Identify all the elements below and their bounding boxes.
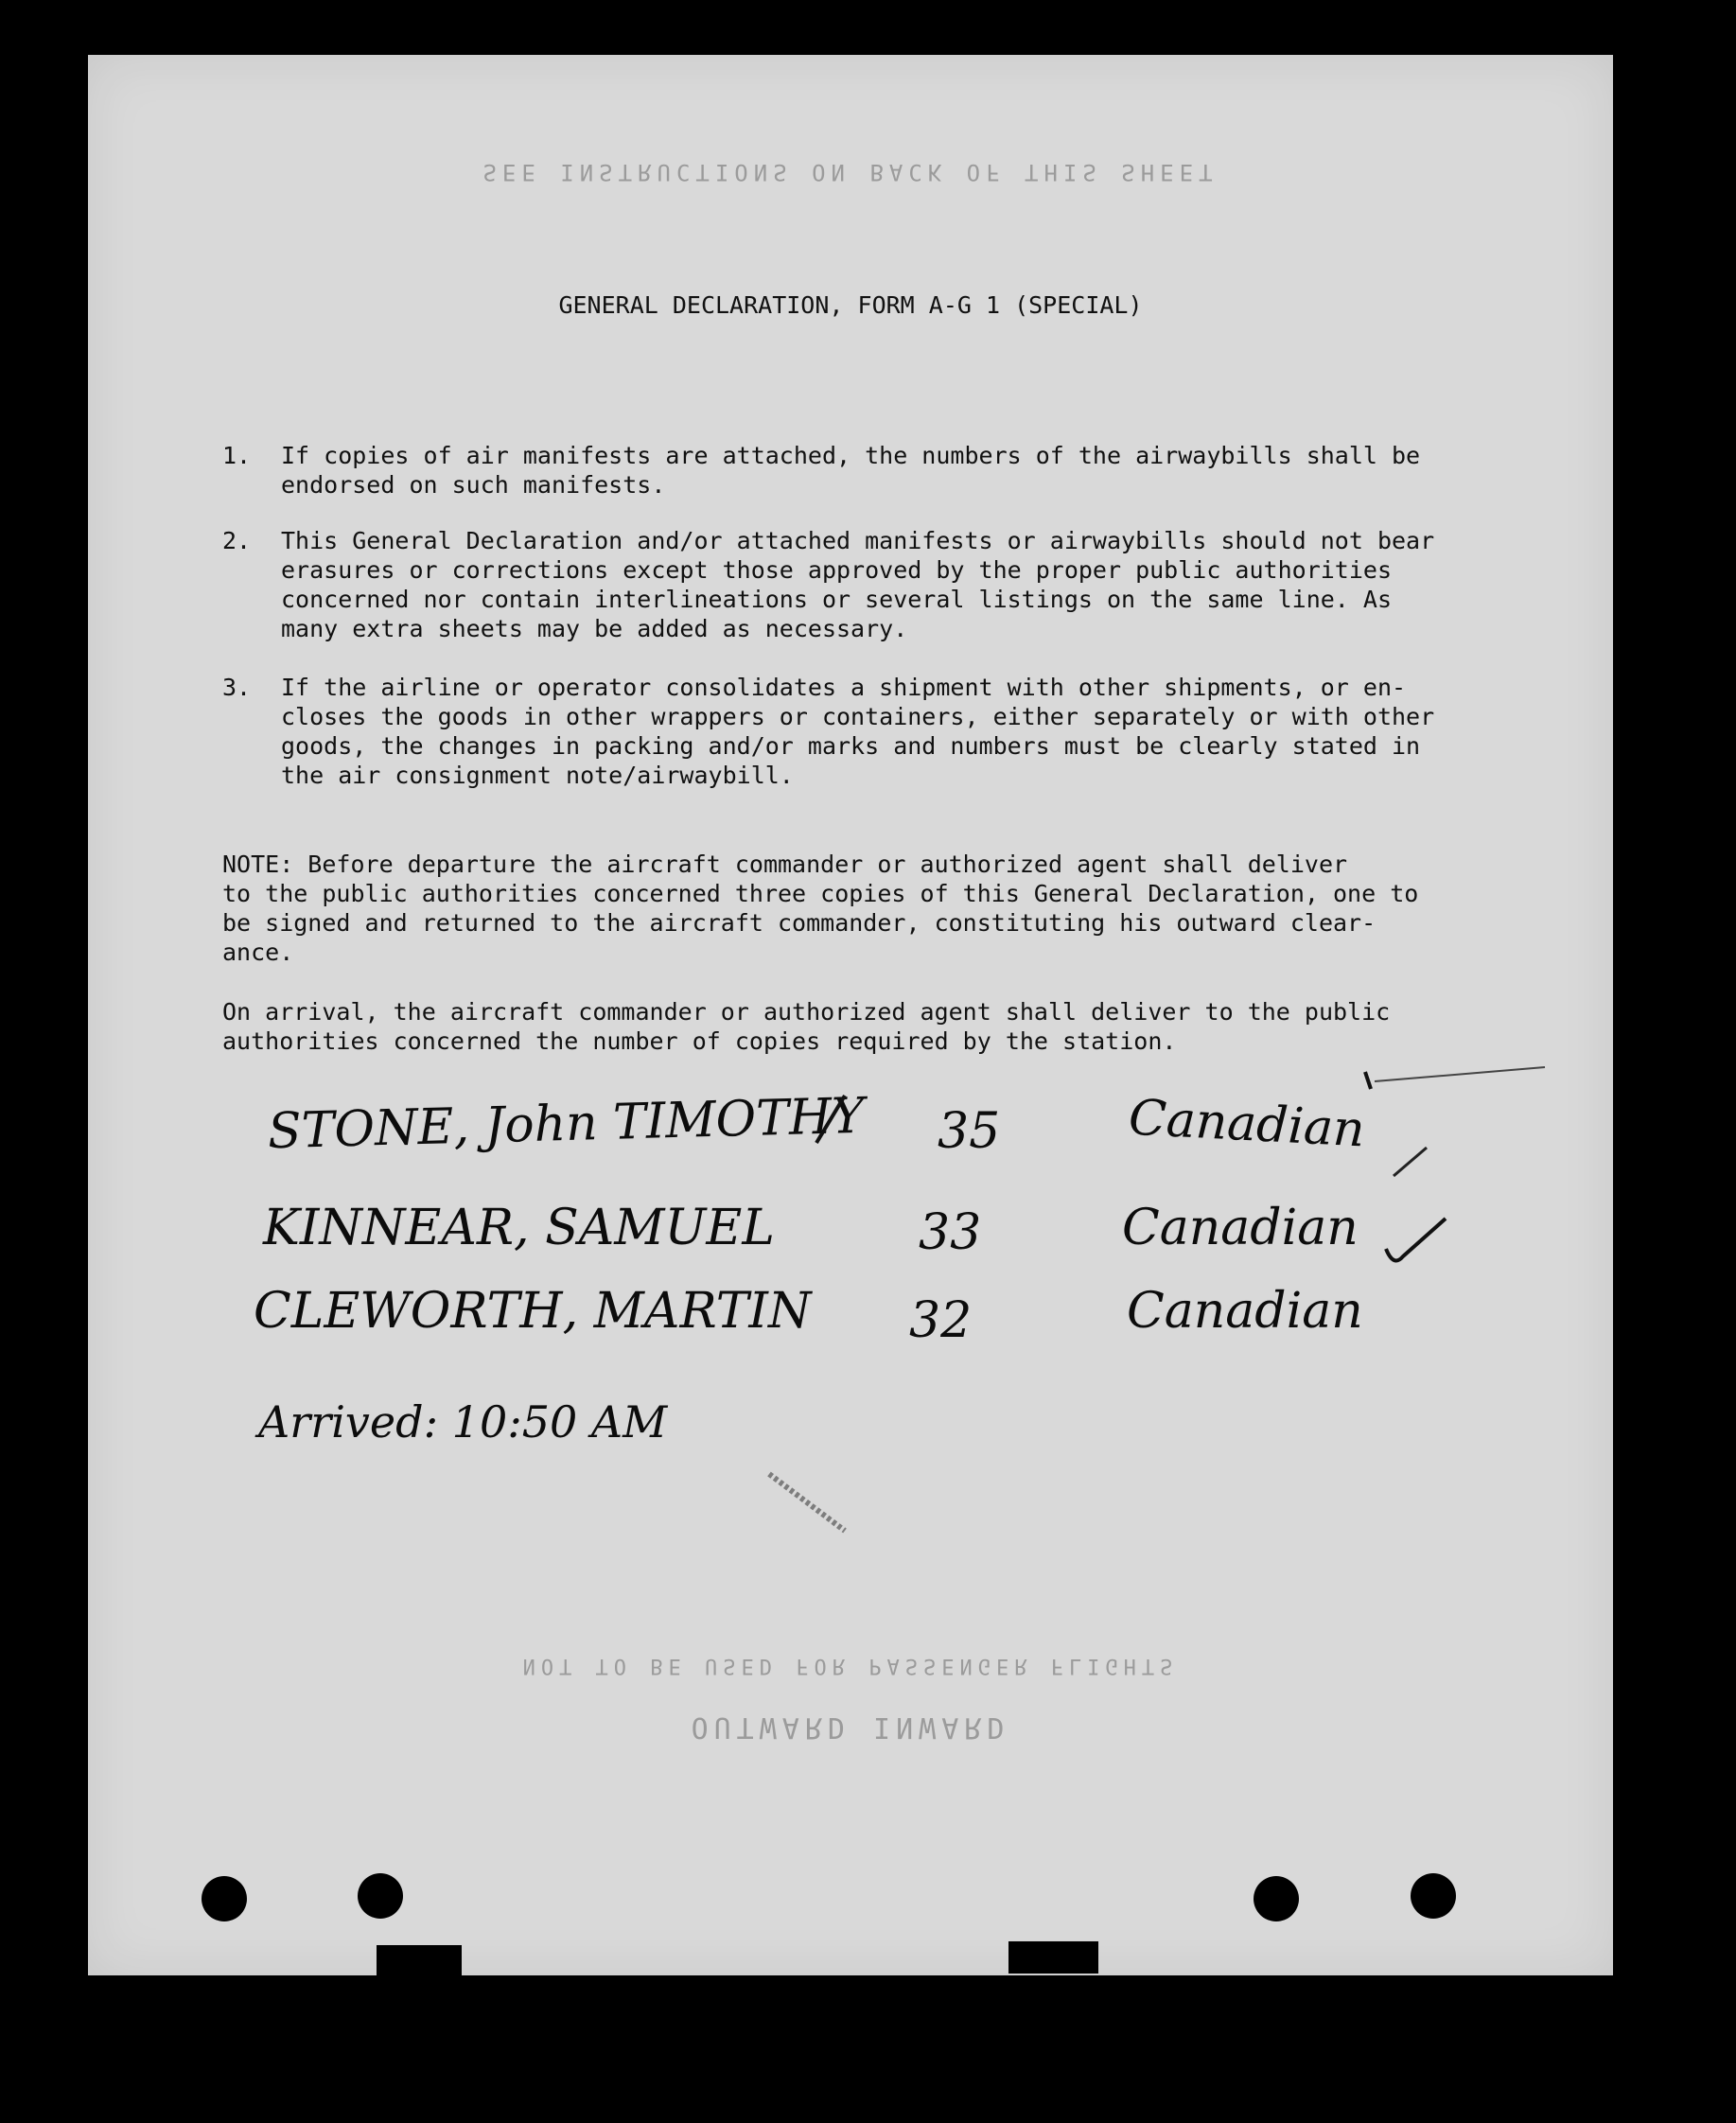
form-title: GENERAL DECLARATION, FORM A-G 1 (SPECIAL) [558, 291, 1143, 319]
passenger-nationality: Canadian [1122, 1200, 1359, 1256]
item-line: the air consignment note/airwaybill. [281, 762, 794, 789]
note-line: ance. [222, 939, 294, 966]
arrival-time-note: Arrived: 10:50 AM [258, 1396, 668, 1448]
item-line: This General Declaration and/or attached manifests or airwaybills should not bear [281, 527, 1435, 554]
note-line: to the public authorities concerned three copies of this General Declaration, one to [222, 880, 1419, 907]
item-line: concerned nor contain interlineations or several listings on the same line. As [281, 586, 1392, 613]
punch-hole [1254, 1876, 1299, 1921]
bleed-through-lower-1: NOT TO BE USED FOR PASSENGER FLIGHTS [522, 1654, 1179, 1677]
bleed-through-header: SEE INSTRUCTIONS ON BACK OF THIS SHEET [482, 159, 1219, 185]
document-sheet [88, 55, 1613, 1975]
note-line: NOTE: Before departure the aircraft commander or authorized agent shall deliver [222, 851, 1348, 878]
note-line: be signed and returned to the aircraft commander, constituting his outward clear- [222, 909, 1377, 937]
punch-hole [1411, 1873, 1456, 1919]
check-mark-icon [1394, 1148, 1427, 1176]
item-line: many extra sheets may be added as necessary. [281, 615, 908, 642]
item-line: erasures or corrections except those approved by the proper public authorities [281, 556, 1392, 584]
strike-mark [816, 1096, 845, 1143]
item-line: If the airline or operator consolidates a shipment with other shipments, or en- [281, 674, 1407, 701]
item-number: 2. [222, 527, 252, 554]
pencil-line [1375, 1067, 1545, 1081]
punch-hole [358, 1873, 403, 1919]
item-number: 3. [222, 674, 252, 701]
item-number: 1. [222, 442, 252, 469]
passenger-name: CLEWORTH, MARTIN [254, 1283, 812, 1340]
check-mark-icon [1386, 1219, 1446, 1261]
binder-tab [377, 1945, 462, 1977]
bleed-through-lower-2: OUTWARD INWARD [691, 1711, 1010, 1744]
pen-marks [88, 55, 1613, 1975]
item-line: endorsed on such manifests. [281, 471, 666, 499]
binder-tab [1008, 1941, 1098, 1974]
passenger-name: STONE, John TIMOTHY [267, 1087, 866, 1161]
passenger-name: KINNEAR, SAMUEL [263, 1200, 775, 1256]
item-line: goods, the changes in packing and/or marks and numbers must be clearly stated in [281, 732, 1421, 760]
item-line: closes the goods in other wrappers or containers, either separately or with other [281, 703, 1435, 730]
arrival-line: authorities concerned the number of copies required by the station. [222, 1027, 1177, 1055]
stamp-smudge [769, 1474, 845, 1531]
check-mark-icon [1365, 1072, 1371, 1089]
passenger-age: 35 [938, 1103, 1001, 1160]
passenger-age: 32 [909, 1292, 973, 1349]
punch-hole [202, 1876, 247, 1921]
passenger-nationality: Canadian [1127, 1089, 1367, 1159]
passenger-age: 33 [919, 1204, 982, 1261]
arrival-line: On arrival, the aircraft commander or authorized agent shall deliver to the public [222, 998, 1391, 1026]
passenger-nationality: Canadian [1127, 1283, 1363, 1340]
item-line: If copies of air manifests are attached, the numbers of the airwaybills shall be [281, 442, 1421, 469]
